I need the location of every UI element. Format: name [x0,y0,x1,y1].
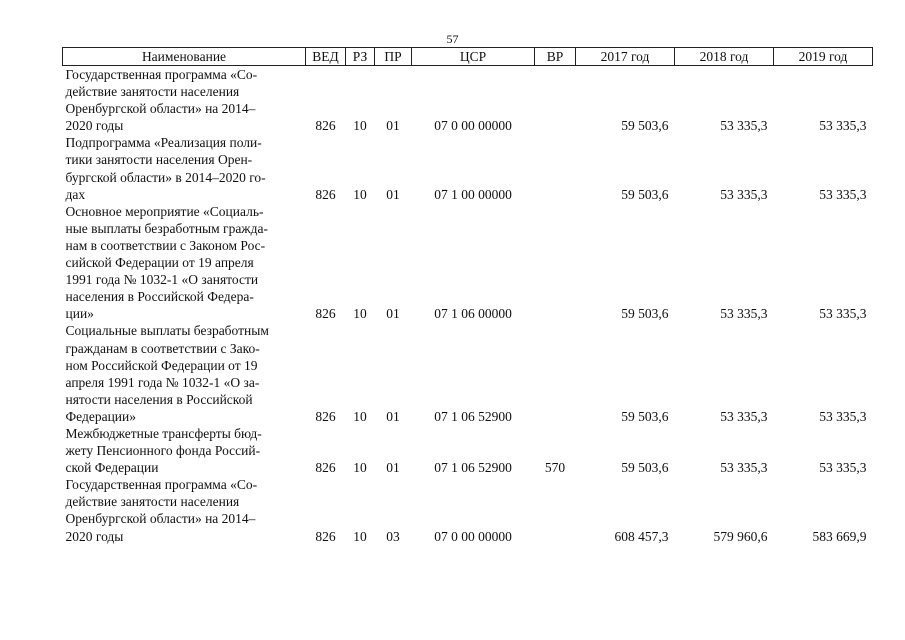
row-pr: 01 [386,306,400,322]
row-2017: 608 457,3 [614,528,669,544]
row-ved: 826 [315,118,336,134]
row-2018: 53 335,3 [720,186,768,202]
header-pr: ПР [375,48,412,66]
table-row [63,476,873,544]
row-2019: 583 669,9 [812,528,867,544]
row-vr [535,322,576,425]
row-2019: 53 335,3 [819,460,867,476]
row-csr: 07 1 00 00000 [434,186,512,202]
row-name: Социальные выплаты безработным гражданам в соответствии с Зако- ном Российской Федерации от 19 апреля 1991 года № 1032-1 «О за- нятости населения в Российской Федерации» [65,323,269,424]
row-pr: 01 [386,460,400,476]
row-rz: 10 [353,306,367,322]
row-2017: 59 503,6 [621,118,669,134]
header-name: Наименование [63,48,306,66]
page-number: 57 [446,32,459,46]
row-name: Основное мероприятие «Социаль- ные выплаты безработным гражда- нам в соответствии с Законом Рос- сийской Федерации от 19 апреля 1991 года № 1032-1 «О занятости населения в Российской Федера- ции» [65,203,268,322]
row-2019: 53 335,3 [819,306,867,322]
row-2018: 53 335,3 [720,408,768,424]
header-rz: РЗ [346,48,375,66]
header-ved: ВЕД [306,48,346,66]
row-pr: 03 [386,528,400,544]
header-csr: ЦСР [412,48,535,66]
row-pr: 01 [386,408,400,424]
row-name: Межбюджетные трансферты бюд- жету Пенсионного фонда Россий- ской Федерации [65,425,262,476]
row-2017: 59 503,6 [621,460,669,476]
row-csr: 07 1 06 52900 [434,460,512,476]
row-name: Государственная программа «Со- действие занятости населения Оренбургской области» на 2014– 2020 годы [65,67,258,134]
row-2019: 53 335,3 [819,186,867,202]
row-ved: 826 [315,408,336,424]
table-row [63,66,873,135]
row-2017: 59 503,6 [621,306,669,322]
table-row [63,322,873,425]
row-vr: 570 [544,460,566,476]
row-2019: 53 335,3 [819,118,867,134]
header-2019: 2019 год [774,48,873,66]
header-2018: 2018 год [675,48,774,66]
row-ved: 826 [315,528,336,544]
table-body [63,66,873,545]
row-rz: 10 [353,118,367,134]
table-header [63,48,873,66]
row-2018: 53 335,3 [720,306,768,322]
row-rz: 10 [353,528,367,544]
row-rz: 10 [353,408,367,424]
row-2018: 579 960,6 [713,528,768,544]
row-vr [535,134,576,202]
row-2018: 53 335,3 [720,460,768,476]
row-2017: 59 503,6 [621,408,669,424]
row-ved: 826 [315,186,336,202]
row-rz: 10 [353,186,367,202]
table-row [63,425,873,476]
row-name: Государственная программа «Со- действие занятости населения Оренбургской области» на 2014– 2020 годы [65,477,258,544]
row-vr [535,203,576,323]
row-pr: 01 [386,186,400,202]
table-row [63,203,873,323]
row-vr [535,66,576,135]
row-pr: 01 [386,118,400,134]
row-name: Подпрограмма «Реализация поли- тики занятости населения Орен- бургской области» в 2014–2020 го- дах [65,135,266,202]
header-vr: ВР [535,48,576,66]
row-csr: 07 0 00 00000 [434,118,512,134]
row-2018: 53 335,3 [720,118,768,134]
row-2019: 53 335,3 [819,408,867,424]
row-rz: 10 [353,460,367,476]
table-row [63,134,873,202]
budget-table [62,47,873,545]
row-ved: 826 [315,460,336,476]
row-csr: 07 1 06 52900 [434,408,512,424]
row-2017: 59 503,6 [621,186,669,202]
header-2017: 2017 год [576,48,675,66]
row-csr: 07 0 00 00000 [434,528,512,544]
row-csr: 07 1 06 00000 [434,306,512,322]
row-vr [535,476,576,544]
row-ved: 826 [315,306,336,322]
